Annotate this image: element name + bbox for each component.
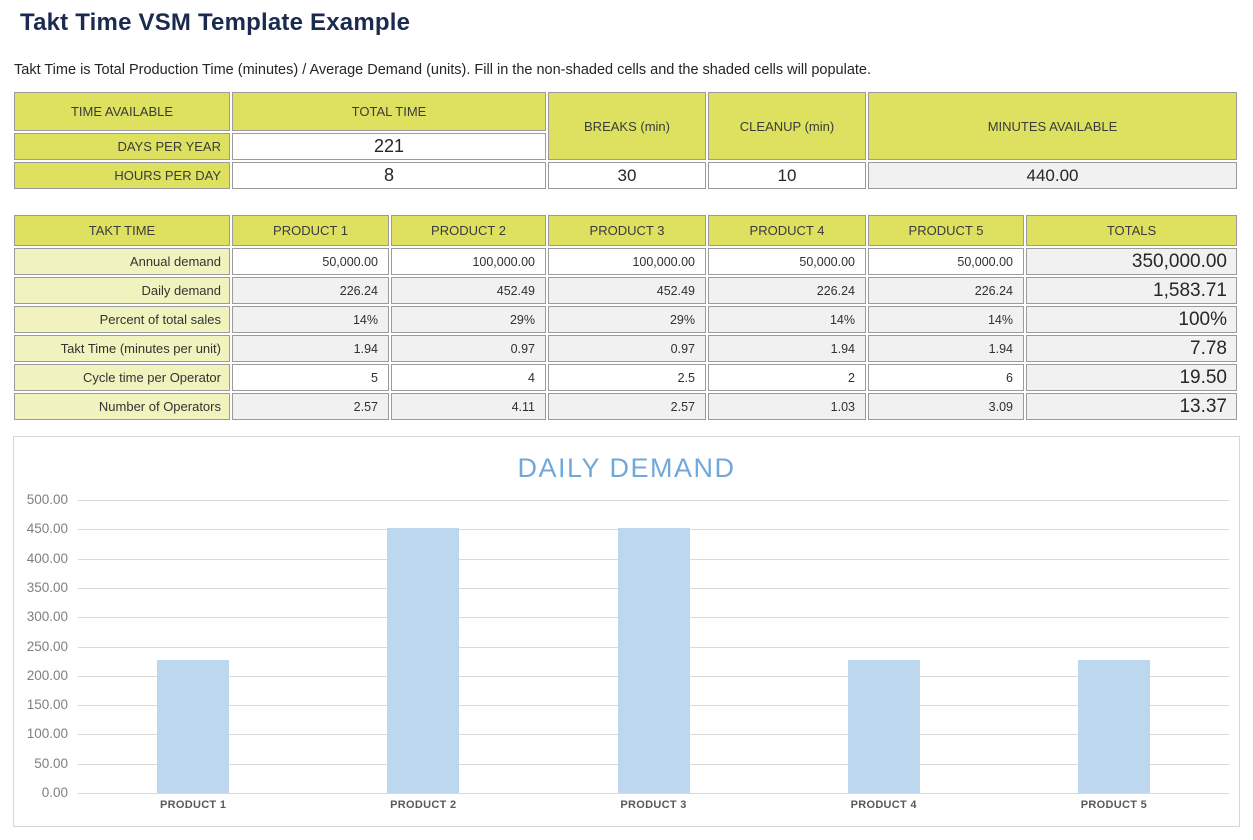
time-available-table (12, 90, 1239, 191)
x-axis-category-label: PRODUCT 2 (390, 799, 457, 811)
row-label-cell: Annual demand (14, 248, 230, 275)
data-cell[interactable]: 2 (708, 364, 866, 391)
page-subtitle: Takt Time is Total Production Time (minutes) / Average Demand (units). Fill in the non-shaded cells and the shaded cells will populate. (14, 62, 872, 78)
y-axis-tick-label: 450.00 (26, 521, 68, 537)
data-cell: 2.57 (232, 393, 389, 420)
y-axis-tick-label: 200.00 (26, 667, 68, 683)
total-cell: 7.78 (1026, 335, 1237, 362)
data-cell: 0.97 (391, 335, 546, 362)
cleanup-header: CLEANUP (min) (708, 92, 866, 160)
row-label-cell: Takt Time (minutes per unit) (14, 335, 230, 362)
table-row (14, 277, 1237, 304)
bar-band (308, 500, 538, 793)
y-axis-tick-label: 400.00 (26, 550, 68, 566)
data-cell: 0.97 (548, 335, 706, 362)
data-cell[interactable]: 100,000.00 (548, 248, 706, 275)
product-4-header: PRODUCT 4 (708, 215, 866, 246)
data-cell: 1.94 (868, 335, 1024, 362)
total-cell: 13.37 (1026, 393, 1237, 420)
bar (618, 528, 690, 793)
bar-band (538, 500, 768, 793)
total-cell: 1,583.71 (1026, 277, 1237, 304)
y-axis-tick-label: 100.00 (26, 726, 68, 742)
data-cell[interactable]: 50,000.00 (232, 248, 389, 275)
data-cell: 29% (548, 306, 706, 333)
data-cell[interactable]: 100,000.00 (391, 248, 546, 275)
time-available-header: TIME AVAILABLE (14, 92, 230, 131)
data-cell: 226.24 (708, 277, 866, 304)
x-axis-category-label: PRODUCT 3 (620, 799, 687, 811)
data-cell: 3.09 (868, 393, 1024, 420)
row-label-cell: Percent of total sales (14, 306, 230, 333)
bar-band (78, 500, 308, 793)
hours-per-day-input-cell[interactable]: 8 (232, 162, 546, 189)
row-label-cell: Cycle time per Operator (14, 364, 230, 391)
x-axis-labels (78, 793, 1229, 817)
days-per-year-label: DAYS PER YEAR (14, 133, 230, 160)
product-5-header: PRODUCT 5 (868, 215, 1024, 246)
takt-time-table (12, 213, 1239, 422)
table-row (14, 393, 1237, 420)
total-cell: 350,000.00 (1026, 248, 1237, 275)
product-2-header: PRODUCT 2 (391, 215, 546, 246)
data-cell: 14% (232, 306, 389, 333)
y-axis-tick-label: 350.00 (26, 579, 68, 595)
x-axis-category-label: PRODUCT 1 (159, 799, 227, 811)
bar (1078, 660, 1150, 793)
gridline (78, 793, 1229, 794)
table-row (14, 335, 1237, 362)
bar-band (999, 500, 1229, 793)
cleanup-input-cell[interactable]: 10 (708, 162, 866, 189)
data-cell: 226.24 (232, 277, 389, 304)
total-cell: 100% (1026, 306, 1237, 333)
table-row (14, 92, 1237, 131)
data-cell: 14% (708, 306, 866, 333)
row-label-cell: Daily demand (14, 277, 230, 304)
table-row (14, 306, 1237, 333)
daily-demand-chart (13, 436, 1240, 827)
bars (78, 500, 1229, 793)
chart-title: DAILY DEMAND (517, 453, 736, 483)
y-axis-tick-label: 250.00 (26, 638, 68, 654)
totals-header: TOTALS (1026, 215, 1237, 246)
total-cell: 19.50 (1026, 364, 1237, 391)
product-3-header: PRODUCT 3 (548, 215, 706, 246)
table-row (14, 162, 1237, 189)
bar-band (769, 500, 999, 793)
y-axis-tick-label: 50.00 (34, 755, 68, 771)
days-per-year-input-cell[interactable]: 221 (232, 133, 546, 160)
y-axis-tick-label: 300.00 (26, 609, 68, 625)
data-cell: 1.94 (232, 335, 389, 362)
hours-per-day-label: HOURS PER DAY (14, 162, 230, 189)
row-label-cell: Number of Operators (14, 393, 230, 420)
data-cell: 2.57 (548, 393, 706, 420)
data-cell: 452.49 (391, 277, 546, 304)
breaks-input-cell[interactable]: 30 (548, 162, 706, 189)
bar (157, 660, 229, 793)
product-1-header: PRODUCT 1 (232, 215, 389, 246)
chart-body (14, 492, 1229, 800)
minutes-available-cell: 440.00 (868, 162, 1237, 189)
minutes-available-header: MINUTES AVAILABLE (868, 92, 1237, 160)
x-axis-category-label: PRODUCT 5 (1080, 799, 1148, 811)
takt-table-body (14, 248, 1237, 420)
breaks-header: BREAKS (min) (548, 92, 706, 160)
data-cell: 14% (868, 306, 1024, 333)
total-time-header: TOTAL TIME (232, 92, 546, 131)
data-cell[interactable]: 6 (868, 364, 1024, 391)
data-cell: 29% (391, 306, 546, 333)
table-header-row (14, 215, 1237, 246)
takt-time-header: TAKT TIME (14, 215, 230, 246)
table-row (14, 248, 1237, 275)
data-cell[interactable]: 50,000.00 (868, 248, 1024, 275)
plot-area (78, 500, 1229, 793)
bar (848, 660, 920, 793)
y-axis-tick-label: 150.00 (26, 697, 68, 713)
y-axis (14, 492, 78, 800)
y-axis-tick-label: 0.00 (41, 785, 68, 800)
bar (387, 528, 459, 793)
data-cell: 1.03 (708, 393, 866, 420)
x-axis-category-label: PRODUCT 4 (850, 799, 917, 811)
data-cell[interactable]: 4 (391, 364, 546, 391)
data-cell: 452.49 (548, 277, 706, 304)
data-cell[interactable]: 50,000.00 (708, 248, 866, 275)
data-cell: 226.24 (868, 277, 1024, 304)
data-cell: 4.11 (391, 393, 546, 420)
page-title: Takt Time VSM Template Example (20, 9, 411, 36)
table-row (14, 364, 1237, 391)
data-cell: 1.94 (708, 335, 866, 362)
data-cell[interactable]: 5 (232, 364, 389, 391)
data-cell[interactable]: 2.5 (548, 364, 706, 391)
y-axis-tick-label: 500.00 (26, 492, 68, 507)
